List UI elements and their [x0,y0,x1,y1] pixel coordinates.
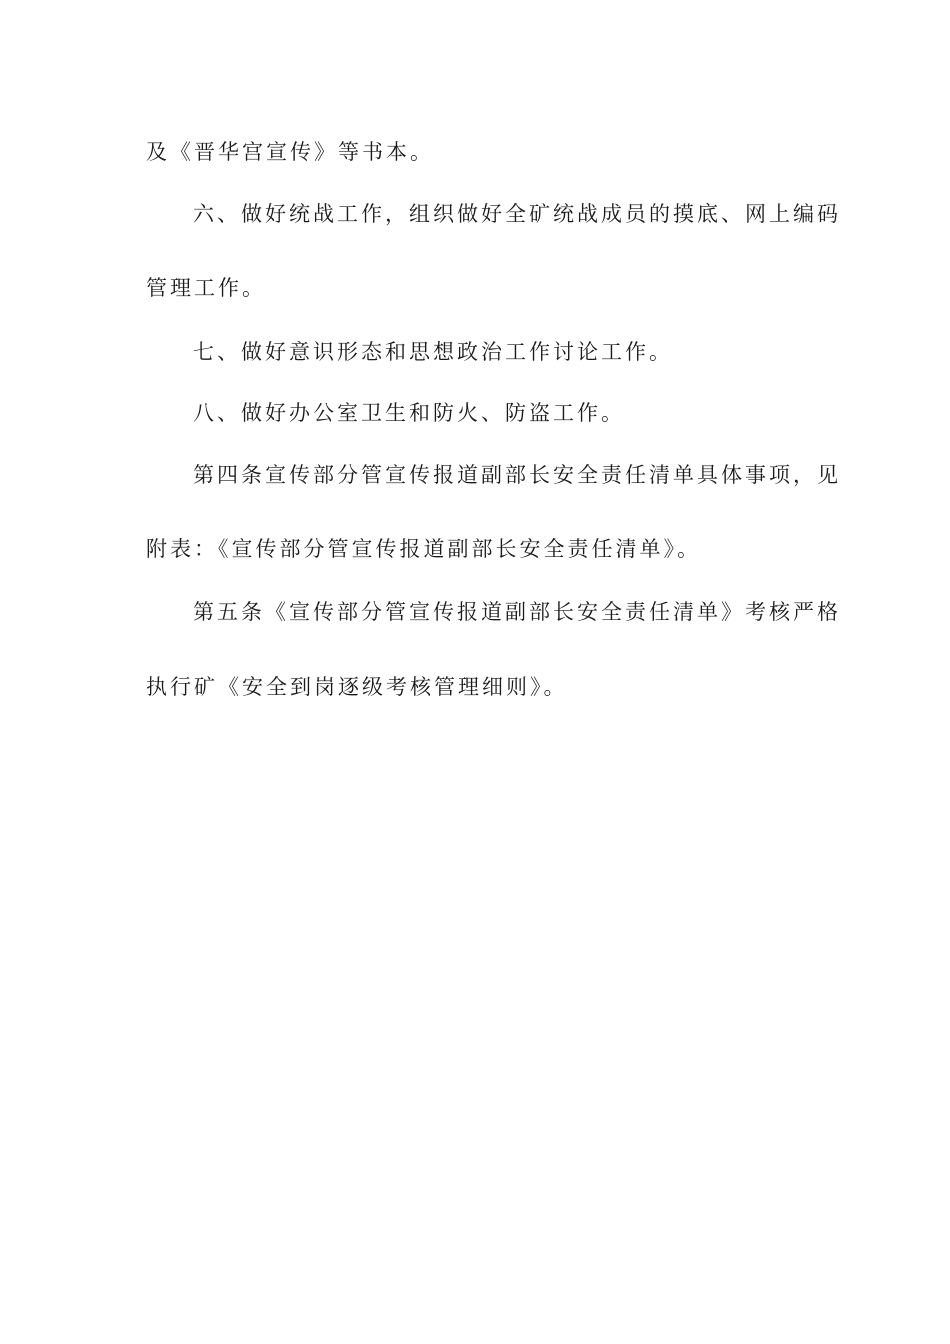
paragraph-line: 六、做好统战工作，组织做好全矿统战成员的摸底、网上编码 [193,202,841,226]
paragraph-line: 第四条宣传部分管宣传报道副部长安全责任清单具体事项，见 [193,463,841,487]
paragraph-line: 附表：《宣传部分管宣传报道副部长安全责任清单》。 [146,537,701,561]
paragraph-line: 八、做好办公室卫生和防火、防盗工作。 [193,401,625,425]
paragraph-line: 及《晋华宫宣传》等书本。 [146,140,434,164]
paragraph-line: 管理工作。 [146,276,266,300]
paragraph-line: 执行矿《安全到岗逐级考核管理细则》。 [146,675,568,699]
paragraph-line: 第五条《宣传部分管宣传报道副部长安全责任清单》考核严格 [193,600,841,624]
paragraph-line: 七、做好意识形态和思想政治工作讨论工作。 [193,340,673,364]
